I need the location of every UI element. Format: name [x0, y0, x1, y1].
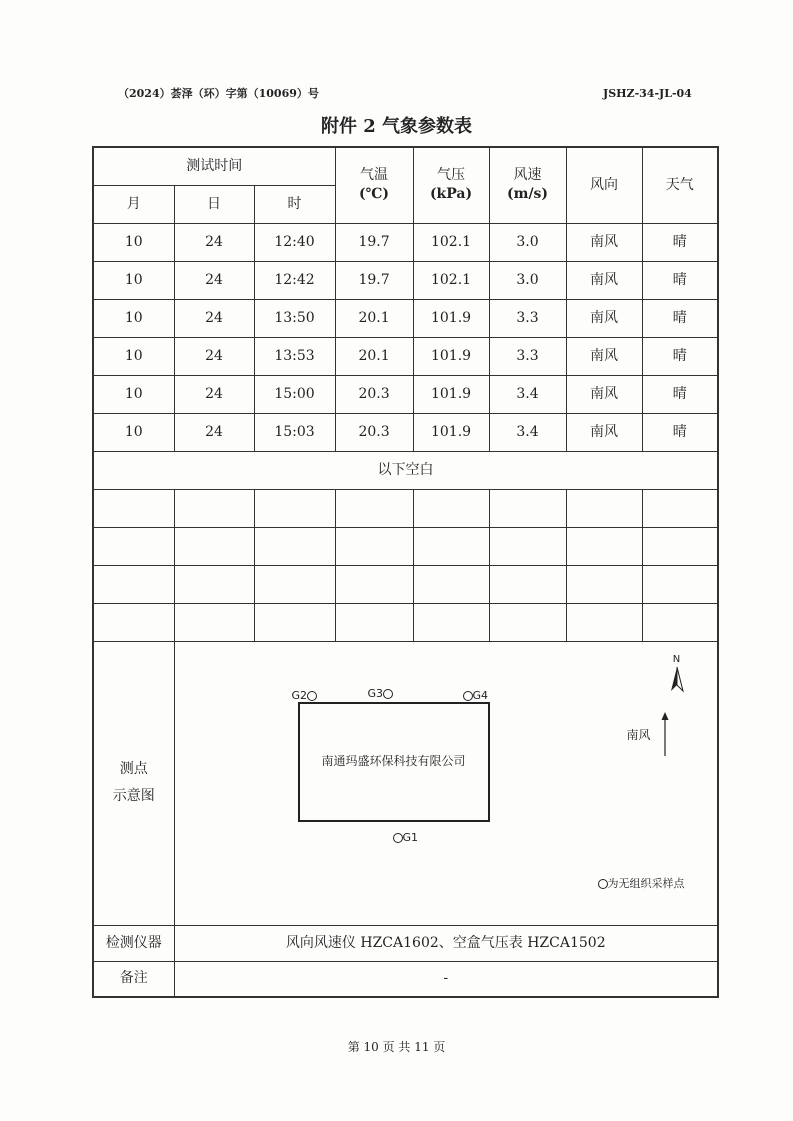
empty-cell [174, 489, 254, 527]
empty-cell [566, 603, 642, 641]
wind-speed-cell: 3.0 [489, 261, 566, 299]
empty-cell [93, 603, 174, 641]
test-time-header: 测试时间 [93, 147, 335, 185]
month-cell: 10 [93, 413, 174, 451]
weather-cell: 晴 [642, 299, 718, 337]
empty-cell [174, 603, 254, 641]
pressure-cell: 101.9 [413, 337, 489, 375]
pressure-label: 气压 [437, 167, 466, 184]
empty-cell [642, 603, 718, 641]
empty-cell [566, 489, 642, 527]
time-cell: 12:40 [254, 223, 335, 261]
pressure-header [413, 147, 489, 223]
wind-speed-cell: 3.0 [489, 223, 566, 261]
wind-direction-cell: 南风 [566, 299, 642, 337]
document-number: （2024）荟泽（环）字第（10069）号 [118, 87, 319, 100]
diagram-label [93, 641, 174, 925]
empty-cell [566, 527, 642, 565]
empty-cell [489, 489, 566, 527]
wind-speed-cell: 3.3 [489, 337, 566, 375]
temperature-unit: (℃) [359, 186, 390, 203]
wind-speed-label: 风速 [513, 167, 542, 184]
wind-speed-header [489, 147, 566, 223]
time-cell: 13:53 [254, 337, 335, 375]
blank-note-row [93, 451, 718, 489]
sampling-point-g3: G3 [368, 687, 394, 702]
table-row [93, 375, 718, 413]
day-header: 日 [174, 185, 254, 223]
pressure-cell: 101.9 [413, 299, 489, 337]
instrument-value: 风向风速仪 HZCA1602、空盒气压表 HZCA1502 [174, 925, 718, 961]
time-cell: 15:00 [254, 375, 335, 413]
month-cell: 10 [93, 375, 174, 413]
site-diagram [175, 642, 718, 924]
point-circle-icon [393, 833, 403, 843]
wind-label: 南风 [626, 727, 651, 742]
day-cell: 24 [174, 375, 254, 413]
empty-cell [566, 565, 642, 603]
remark-value: - [174, 961, 718, 997]
wind-direction-cell: 南风 [566, 413, 642, 451]
weather-cell: 晴 [642, 413, 718, 451]
pressure-cell: 102.1 [413, 223, 489, 261]
month-cell: 10 [93, 261, 174, 299]
point-circle-icon [307, 691, 317, 701]
empty-cell [93, 527, 174, 565]
temperature-cell: 20.3 [335, 375, 413, 413]
weather-cell: 晴 [642, 223, 718, 261]
wind-speed-cell: 3.3 [489, 299, 566, 337]
pressure-cell: 102.1 [413, 261, 489, 299]
empty-cell [642, 527, 718, 565]
empty-cell [174, 527, 254, 565]
temperature-cell: 20.1 [335, 337, 413, 375]
wind-speed-unit: (m/s) [507, 186, 549, 203]
header-row-1 [93, 147, 718, 185]
empty-cell [254, 603, 335, 641]
wind-speed-cell: 3.4 [489, 375, 566, 413]
pressure-cell: 101.9 [413, 375, 489, 413]
empty-cell [174, 565, 254, 603]
month-cell: 10 [93, 299, 174, 337]
legend [598, 877, 685, 892]
empty-cell [489, 603, 566, 641]
temperature-cell: 19.7 [335, 261, 413, 299]
wind-direction-header: 风向 [566, 147, 642, 223]
temperature-cell: 20.1 [335, 299, 413, 337]
day-cell: 24 [174, 299, 254, 337]
day-cell: 24 [174, 261, 254, 299]
time-cell: 13:50 [254, 299, 335, 337]
empty-cell [413, 527, 489, 565]
hour-header: 时 [254, 185, 335, 223]
empty-row [93, 489, 718, 527]
point-circle-icon [383, 689, 393, 699]
month-cell: 10 [93, 337, 174, 375]
weather-cell: 晴 [642, 261, 718, 299]
wind-direction-cell: 南风 [566, 337, 642, 375]
wind-speed-cell: 3.4 [489, 413, 566, 451]
empty-cell [254, 527, 335, 565]
wind-direction-cell: 南风 [566, 223, 642, 261]
sampling-point-g2: G2 [292, 689, 318, 704]
empty-cell [335, 527, 413, 565]
month-cell: 10 [93, 223, 174, 261]
day-cell: 24 [174, 337, 254, 375]
day-cell: 24 [174, 223, 254, 261]
instrument-label: 检测仪器 [93, 925, 174, 961]
temperature-cell: 20.3 [335, 413, 413, 451]
empty-cell [254, 565, 335, 603]
point-circle-icon [598, 879, 608, 889]
empty-cell [489, 565, 566, 603]
pressure-unit: (kPa) [429, 186, 473, 203]
empty-cell [335, 489, 413, 527]
temperature-header [335, 147, 413, 223]
weather-parameters-table [92, 146, 719, 998]
empty-row [93, 527, 718, 565]
point-circle-icon [463, 691, 473, 701]
wind-direction-cell: 南风 [566, 375, 642, 413]
weather-header: 天气 [642, 147, 718, 223]
table-row [93, 337, 718, 375]
remark-label: 备注 [93, 961, 174, 997]
diagram-label-line-2: 示意图 [112, 788, 155, 804]
empty-cell [413, 565, 489, 603]
empty-cell [642, 565, 718, 603]
empty-cell [642, 489, 718, 527]
empty-row [93, 603, 718, 641]
temperature-label: 气温 [360, 167, 389, 184]
diagram-label-line-1: 测点 [119, 761, 148, 778]
empty-cell [254, 489, 335, 527]
north-arrow-icon [668, 655, 686, 695]
empty-cell [335, 565, 413, 603]
day-cell: 24 [174, 413, 254, 451]
legend-text: 为无组织采样点 [607, 876, 685, 890]
page-title: 附件 2 气象参数表 [320, 116, 473, 137]
north-arrowhead-icon [668, 665, 686, 693]
temperature-cell: 19.7 [335, 223, 413, 261]
diagram-row [93, 641, 718, 925]
empty-cell [93, 489, 174, 527]
time-cell: 15:03 [254, 413, 335, 451]
empty-cell [413, 489, 489, 527]
table-row [93, 413, 718, 451]
blank-note: 以下空白 [93, 451, 718, 489]
pressure-cell: 101.9 [413, 413, 489, 451]
north-label: N [672, 653, 681, 665]
sampling-point-g4: G4 [463, 689, 489, 704]
wind-direction-cell: 南风 [566, 261, 642, 299]
table-row [93, 299, 718, 337]
remark-row [93, 961, 718, 997]
wind-direction-arrow-icon [660, 712, 670, 756]
month-header: 月 [93, 185, 174, 223]
weather-cell: 晴 [642, 337, 718, 375]
table-row [93, 223, 718, 261]
empty-cell [489, 527, 566, 565]
empty-cell [93, 565, 174, 603]
form-code: JSHZ-34-JL-04 [603, 87, 692, 100]
site-diagram-cell [174, 641, 718, 925]
company-building: 南通玛盛环保科技有限公司 [298, 702, 490, 822]
table-row [93, 261, 718, 299]
empty-cell [335, 603, 413, 641]
weather-cell: 晴 [642, 375, 718, 413]
sampling-point-g1: G1 [393, 831, 419, 846]
empty-cell [413, 603, 489, 641]
empty-row [93, 565, 718, 603]
time-cell: 12:42 [254, 261, 335, 299]
instrument-row [93, 925, 718, 961]
page-footer: 第 10 页 共 11 页 [347, 1040, 446, 1054]
